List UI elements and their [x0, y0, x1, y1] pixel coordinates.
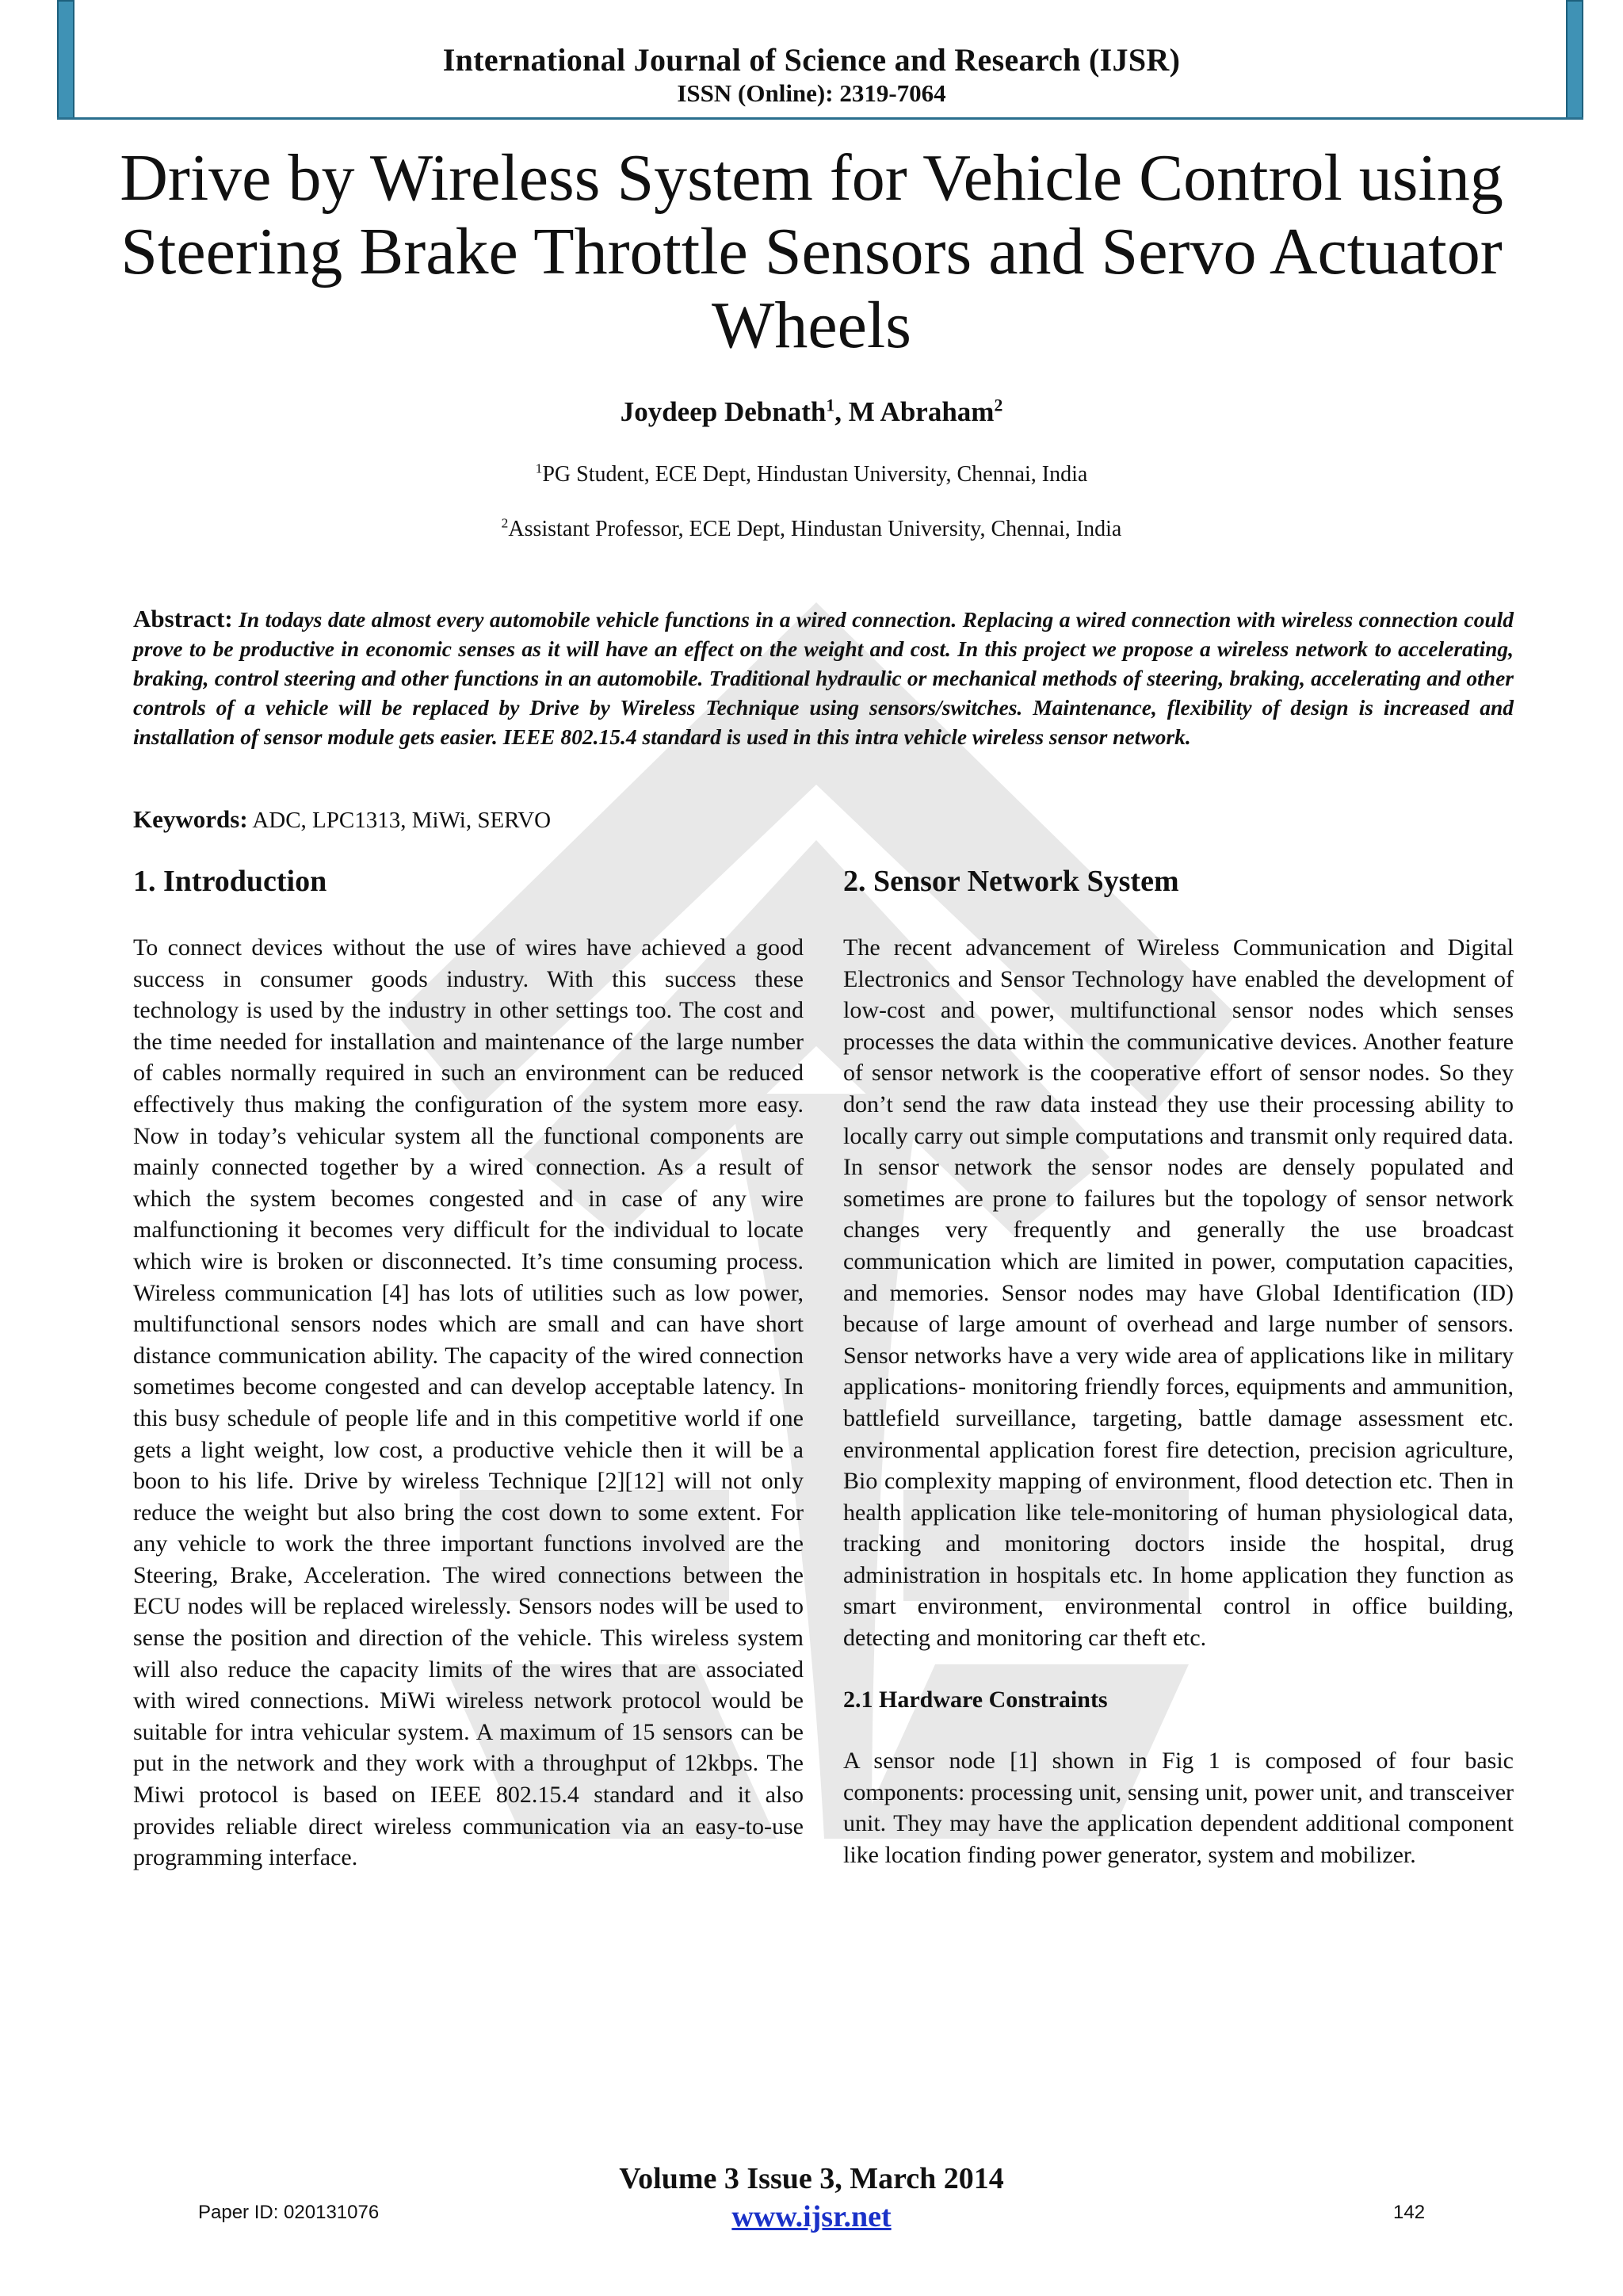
left-column [133, 932, 804, 1874]
footer-page-number: 142 [1393, 2202, 1426, 2223]
author-affiliation-mark: 1 [826, 395, 835, 415]
affiliation [0, 462, 1623, 487]
paper-title: Drive by Wireless System for Vehicle Control using Steering Brake Throttle Sensors and Servo Actuator Wheels [120, 141, 1503, 362]
affiliation-mark: 1 [535, 460, 543, 476]
footer-volume: Volume 3 Issue 3, March 2014 [619, 2162, 1004, 2195]
affiliation-text: PG Student, ECE Dept, Hindustan University, Chennai, India [542, 462, 1088, 487]
sensor-network-paragraph: The recent advancement of Wireless Communication and Digital Electronics and Sensor Technology have enabled the development of low-cost and power, multifunctional sensor nodes which senses processes the data within the communicative devices. Another feature of sensor network is the cooperative effort of sensor nodes. So they don’t send the raw data instead they use their processing ability to locally carry out simple computations and transmit only required data. In sensor network the sensor nodes are densely populated and sometimes are prone to failures but the topology of sensor network changes very frequently and generally the use broadcast communication which are limited in power, computation capacities, and memories. Sensor nodes may have Global Identification (ID) because of large amount of overhead and large number of sensors. Sensor networks have a very wide area of applications like in military applications- monitoring friendly forces, equipments and ammunition, battlefield surveillance, targeting, battle damage assessment etc. environmental application forest fire detection, precision agriculture, Bio complexity mapping of environment, flood detection etc. Then in health application like tele-monitoring of human physiological data, tracking and monitoring doctors inside the hospital, drug administration in hospitals etc. In home application they function as smart environment, environmental control in office building, detecting and monitoring car theft etc. [843, 934, 1514, 1652]
author-line [0, 396, 1623, 428]
section-heading-introduction: 1. Introduction [133, 865, 327, 898]
author-name: Joydeep Debnath [620, 396, 827, 427]
keywords-label: Keywords: [133, 805, 248, 833]
abstract-text: In todays date almost every automobile vehicle functions in a wired connection. Replacing a wired connection with wireless connection could prove to be productive in economic senses as it will have an effect on the weight and cost. In this project we propose a wireless network to accelerating, braking, control steering and other functions in an automobile. Traditional hydraulic or mechanical methods of steering, braking, accelerating and other controls of a vehicle will be replaced by Drive by Wireless Technique using sensors/switches. Maintenance, flexibility of design is increased and installation of sensor module gets easier. IEEE 802.15.4 standard is used in this intra vehicle wireless sensor network. [133, 607, 1514, 749]
affiliation [0, 517, 1623, 542]
footer-paper-id: Paper ID: 020131076 [198, 2202, 380, 2223]
author-name: M Abraham [848, 396, 995, 427]
keywords [133, 805, 551, 834]
abstract [133, 604, 1514, 751]
author-separator: , [834, 396, 849, 427]
subsection-heading-hardware-constraints: 2.1 Hardware Constraints [843, 1686, 1108, 1713]
hardware-constraints-paragraph: A sensor node [1] shown in Fig 1 is composed of four basic components: processing unit, sensing unit, power unit, and transceiver unit. They may have the application dependent additional component like location finding power generator, system and mobilizer. [843, 1748, 1514, 1869]
author-affiliation-mark: 2 [994, 395, 1003, 415]
header-rule [57, 117, 1583, 120]
keywords-text: ADC, LPC1313, MiWi, SERVO [252, 808, 552, 833]
right-column [843, 932, 1514, 1871]
journal-name: International Journal of Science and Research (IJSR) [442, 42, 1181, 78]
section-heading-sensor-network: 2. Sensor Network System [843, 865, 1179, 898]
affiliation-text: Assistant Professor, ECE Dept, Hindustan University, Chennai, India [508, 517, 1122, 541]
affiliation-mark: 2 [501, 515, 509, 531]
introduction-paragraph: To connect devices without the use of wires have achieved a good success in consumer goods industry. With this success these technology is used by the industry in other settings too. The cost and the time needed for installation and maintenance of the large number of cables normally required in such an environment can be reduced effectively thus making the configuration of the system more easy. Now in today’s vehicular system all the functional components are mainly connected together by a wired connection. As a result of which the system becomes congested and in case of any wire malfunctioning it becomes very difficult for the individual to locate which wire is broken or disconnected. It’s time consuming process. Wireless communication [4] has lots of utilities such as low power, multifunctional sensors nodes which are small and can have short distance communication ability. The capacity of the wired connection sometimes become congested and can develop acceptable latency. In this busy schedule of people life and in this competitive world if one gets a light weight, low cost, a productive vehicle then it will be a boon to his life. Drive by wireless Technique [2][12] will not only reduce the weight but also bring the cost down to some extent. For any vehicle to work the three important functions involved are the Steering, Brake, Acceleration. The wired connections between the ECU nodes will be replaced wirelessly. Sensors nodes will be used to sense the position and direction of the vehicle. This wireless system will also reduce the capacity limits of the wires that are associated with wired connections. MiWi wireless network protocol would be suitable for intra vehicular system. A maximum of 15 sensors can be put in the network and they work with a throughput of 12kbps. The Miwi protocol is based on IEEE 802.15.4 standard and it also provides reliable direct wireless communication via an easy-to-use programming interface. [133, 934, 804, 1871]
abstract-label: Abstract: [133, 605, 233, 632]
journal-issn: ISSN (Online): 2319-7064 [677, 79, 946, 107]
footer-url-link[interactable]: www.ijsr.net [731, 2200, 892, 2233]
